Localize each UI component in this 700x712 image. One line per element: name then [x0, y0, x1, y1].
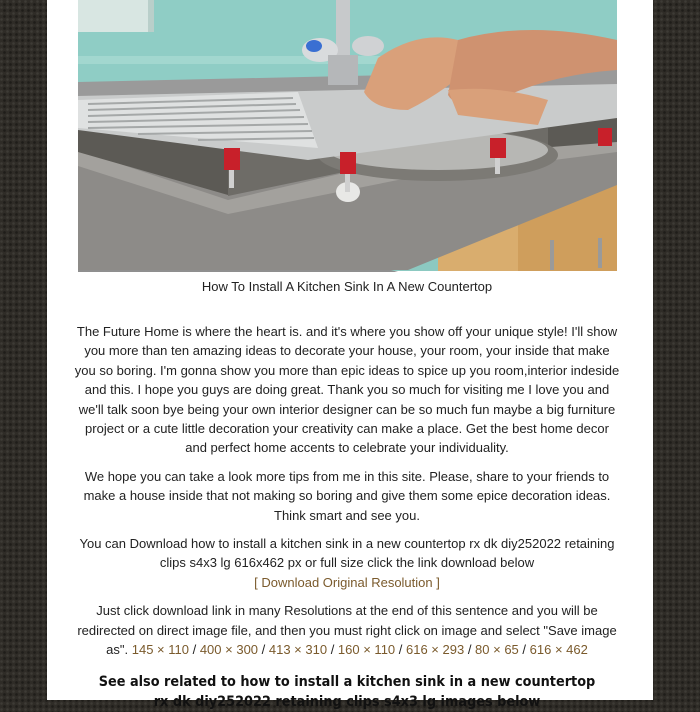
related-images-heading: See also related to how to install a kitchen sink in a new countertop rx dk diy252022 retaining clips s4x3 lg images below	[98, 673, 596, 710]
article-body	[73, 322, 621, 712]
resolution-links: 145 × 110 / 400 × 300 / 413 × 310 / 160 × 110 / 616 × 293 / 80 × 65 / 616 × 462	[131, 642, 588, 658]
resolution-link[interactable]: 160 × 110	[337, 642, 396, 658]
download-original-link[interactable]: [ Download Original Resolution ]	[254, 574, 440, 590]
download-text: You can Download how to install a kitchen sink in a new countertop rx dk diy252022 retaining clips s4x3 lg 616x462 px or full size click the link download below	[79, 536, 615, 571]
kitchen-sink-photo[interactable]	[78, 0, 617, 271]
resolution-link[interactable]: 413 × 310	[268, 642, 328, 658]
image-caption: How To Install A Kitchen Sink In A New Countertop	[201, 279, 493, 294]
download-paragraph	[73, 534, 621, 592]
resolution-link[interactable]: 616 × 462	[529, 642, 588, 658]
instructions-text: Just click download link in many Resolutions at the end of this sentence and you will be redirected on direct image file, and then you must right click on image and select "Save image as".	[77, 603, 617, 658]
content-column	[47, 0, 653, 710]
resolution-link[interactable]: 616 × 293	[406, 642, 465, 658]
resolution-link[interactable]: 400 × 300	[199, 642, 259, 658]
resolution-link[interactable]: 145 × 110	[131, 642, 189, 658]
resolutions-paragraph	[73, 601, 621, 659]
intro-paragraph: The Future Home is where the heart is. and it's where you show off your unique style! I'll show you more than ten amazing ideas to decorate your house, your room, your inside that make you so boring. I'm gonna show you more than epic ideas to spice up you room,interior indeside and this. I hope you guys are doing great. Thank you so much for visiting me I love you and we'll talk soon bye being your own interior designer can be so much fun maybe a big furniture project or a cute little decoration your creativity can make a place. Get the best home decor and perfect home accents to celebrate your individuality.	[74, 324, 620, 456]
resolution-link[interactable]: 80 × 65	[475, 642, 519, 658]
share-paragraph: We hope you can take a look more tips from me in this site. Please, share to your friends to make a house inside that not making so boring and give them some epice decoration ideas. Think smart and see you.	[83, 468, 611, 523]
